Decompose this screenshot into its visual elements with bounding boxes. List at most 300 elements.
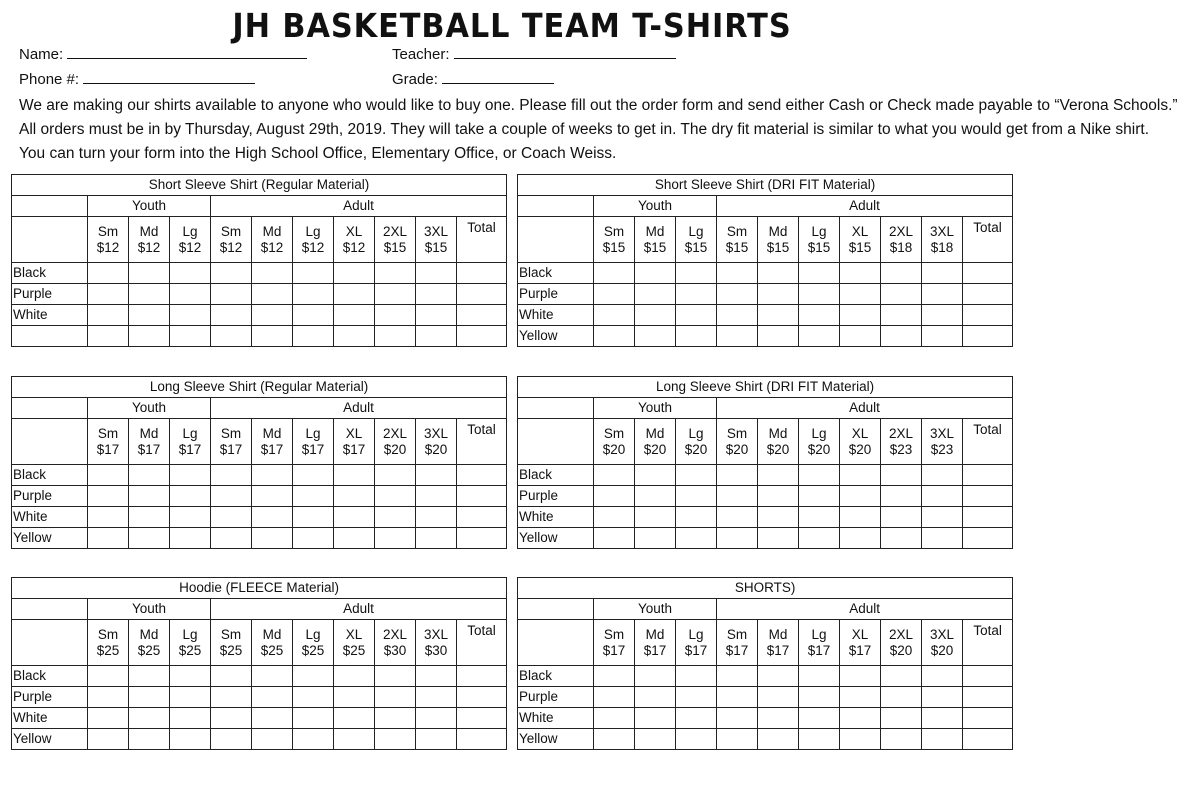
size-header (922, 217, 963, 263)
quantity-entry-cell[interactable] (676, 507, 717, 528)
quantity-entry-cell[interactable] (88, 465, 129, 486)
size-header (334, 419, 375, 465)
size-header (252, 419, 293, 465)
quantity-entry-cell[interactable] (799, 486, 840, 507)
quantity-entry-cell[interactable] (129, 486, 170, 507)
size-header (211, 620, 252, 666)
quantity-entry-cell[interactable] (922, 284, 963, 305)
quantity-entry-cell[interactable] (211, 666, 252, 687)
quantity-entry-cell[interactable] (922, 666, 963, 687)
size-label: Sm (220, 223, 242, 239)
quantity-entry-cell[interactable] (717, 465, 758, 486)
quantity-entry-cell[interactable] (717, 528, 758, 549)
quantity-entry-cell[interactable] (594, 687, 635, 708)
quantity-entry-cell[interactable] (758, 486, 799, 507)
quantity-entry-cell[interactable] (594, 528, 635, 549)
total-entry-cell[interactable] (963, 465, 1013, 486)
size-header (170, 217, 211, 263)
price-label: $20 (602, 441, 626, 457)
quantity-entry-cell[interactable] (922, 507, 963, 528)
quantity-entry-cell[interactable] (416, 326, 457, 347)
quantity-entry-cell[interactable] (799, 263, 840, 284)
price-label: $12 (260, 239, 284, 255)
size-label: Lg (811, 626, 827, 642)
quantity-entry-cell[interactable] (594, 263, 635, 284)
quantity-entry-cell[interactable] (676, 263, 717, 284)
quantity-entry-cell[interactable] (334, 708, 375, 729)
total-entry-cell[interactable] (457, 666, 507, 687)
order-table (11, 174, 507, 347)
quantity-entry-cell[interactable] (88, 666, 129, 687)
quantity-entry-cell[interactable] (799, 305, 840, 326)
total-entry-cell[interactable] (457, 263, 507, 284)
quantity-entry-cell[interactable] (635, 465, 676, 486)
quantity-entry-cell[interactable] (594, 486, 635, 507)
quantity-entry-cell[interactable] (799, 465, 840, 486)
phone-blank-line[interactable] (83, 71, 255, 84)
size-label: Md (139, 626, 159, 642)
quantity-entry-cell[interactable] (252, 687, 293, 708)
quantity-entry-cell[interactable] (211, 465, 252, 486)
total-entry-cell[interactable] (457, 326, 507, 347)
size-label: Lg (305, 223, 321, 239)
quantity-entry-cell[interactable] (594, 729, 635, 750)
size-label: Lg (688, 223, 704, 239)
total-entry-cell[interactable] (963, 729, 1013, 750)
quantity-entry-cell[interactable] (211, 687, 252, 708)
quantity-entry-cell[interactable] (293, 326, 334, 347)
size-header (758, 620, 799, 666)
quantity-entry-cell[interactable] (170, 326, 211, 347)
blank-header-cell (12, 599, 88, 620)
total-entry-cell[interactable] (963, 528, 1013, 549)
total-entry-cell[interactable] (457, 729, 507, 750)
quantity-entry-cell[interactable] (676, 326, 717, 347)
total-entry-cell[interactable] (963, 284, 1013, 305)
size-header (375, 419, 416, 465)
quantity-entry-cell[interactable] (252, 305, 293, 326)
quantity-entry-cell[interactable] (881, 284, 922, 305)
quantity-entry-cell[interactable] (717, 284, 758, 305)
quantity-entry-cell[interactable] (88, 263, 129, 284)
quantity-entry-cell[interactable] (375, 528, 416, 549)
price-label: $17 (219, 441, 243, 457)
quantity-entry-cell[interactable] (881, 263, 922, 284)
total-entry-cell[interactable] (963, 263, 1013, 284)
quantity-entry-cell[interactable] (717, 666, 758, 687)
quantity-entry-cell[interactable] (170, 305, 211, 326)
quantity-entry-cell[interactable] (799, 507, 840, 528)
quantity-entry-cell[interactable] (88, 729, 129, 750)
color-label: Purple (518, 687, 594, 708)
quantity-entry-cell[interactable] (416, 263, 457, 284)
quantity-entry-cell[interactable] (758, 729, 799, 750)
quantity-entry-cell[interactable] (676, 465, 717, 486)
total-entry-cell[interactable] (457, 528, 507, 549)
price-label: $15 (848, 239, 872, 255)
quantity-entry-cell[interactable] (676, 708, 717, 729)
quantity-entry-cell[interactable] (676, 284, 717, 305)
quantity-entry-cell[interactable] (88, 326, 129, 347)
quantity-entry-cell[interactable] (252, 666, 293, 687)
quantity-entry-cell[interactable] (758, 708, 799, 729)
total-entry-cell[interactable] (457, 305, 507, 326)
page-title: JH BASKETBALL TEAM T-SHIRTS (232, 6, 792, 45)
quantity-entry-cell[interactable] (594, 326, 635, 347)
quantity-entry-cell[interactable] (594, 708, 635, 729)
quantity-entry-cell[interactable] (635, 666, 676, 687)
total-entry-cell[interactable] (457, 465, 507, 486)
quantity-entry-cell[interactable] (717, 687, 758, 708)
quantity-entry-cell[interactable] (922, 465, 963, 486)
quantity-entry-cell[interactable] (293, 263, 334, 284)
quantity-entry-cell[interactable] (334, 729, 375, 750)
quantity-entry-cell[interactable] (717, 507, 758, 528)
quantity-entry-cell[interactable] (252, 326, 293, 347)
price-label: $12 (96, 239, 120, 255)
quantity-entry-cell[interactable] (252, 507, 293, 528)
price-label: $25 (178, 642, 202, 658)
quantity-entry-cell[interactable] (334, 284, 375, 305)
quantity-entry-cell[interactable] (170, 465, 211, 486)
quantity-entry-cell[interactable] (635, 263, 676, 284)
quantity-entry-cell[interactable] (375, 687, 416, 708)
quantity-entry-cell[interactable] (293, 305, 334, 326)
quantity-entry-cell[interactable] (840, 528, 881, 549)
quantity-entry-cell[interactable] (170, 263, 211, 284)
quantity-entry-cell[interactable] (293, 486, 334, 507)
quantity-entry-cell[interactable] (635, 486, 676, 507)
quantity-entry-cell[interactable] (293, 687, 334, 708)
color-label: Purple (12, 284, 88, 305)
quantity-entry-cell[interactable] (129, 729, 170, 750)
quantity-entry-cell[interactable] (252, 284, 293, 305)
quantity-entry-cell[interactable] (252, 263, 293, 284)
quantity-entry-cell[interactable] (881, 528, 922, 549)
quantity-entry-cell[interactable] (799, 708, 840, 729)
grade-blank-line[interactable] (442, 71, 554, 84)
quantity-entry-cell[interactable] (799, 687, 840, 708)
total-entry-cell[interactable] (457, 687, 507, 708)
quantity-entry-cell[interactable] (881, 465, 922, 486)
total-entry-cell[interactable] (457, 486, 507, 507)
quantity-entry-cell[interactable] (170, 507, 211, 528)
quantity-entry-cell[interactable] (799, 326, 840, 347)
quantity-entry-cell[interactable] (717, 486, 758, 507)
adult-header: Adult (211, 196, 507, 217)
quantity-entry-cell[interactable] (840, 305, 881, 326)
quantity-entry-cell[interactable] (758, 687, 799, 708)
quantity-entry-cell[interactable] (170, 687, 211, 708)
quantity-entry-cell[interactable] (676, 729, 717, 750)
quantity-entry-cell[interactable] (416, 708, 457, 729)
quantity-entry-cell[interactable] (881, 729, 922, 750)
quantity-entry-cell[interactable] (211, 507, 252, 528)
quantity-entry-cell[interactable] (211, 729, 252, 750)
quantity-entry-cell[interactable] (334, 326, 375, 347)
table-title: Long Sleeve Shirt (DRI FIT Material) (518, 377, 1013, 398)
quantity-entry-cell[interactable] (88, 507, 129, 528)
teacher-blank-line[interactable] (454, 46, 676, 59)
quantity-entry-cell[interactable] (293, 729, 334, 750)
quantity-entry-cell[interactable] (88, 284, 129, 305)
order-table (517, 376, 1013, 549)
quantity-entry-cell[interactable] (416, 507, 457, 528)
quantity-entry-cell[interactable] (129, 326, 170, 347)
quantity-entry-cell[interactable] (252, 486, 293, 507)
quantity-entry-cell[interactable] (799, 729, 840, 750)
size-header (88, 217, 129, 263)
quantity-entry-cell[interactable] (170, 729, 211, 750)
quantity-entry-cell[interactable] (375, 465, 416, 486)
quantity-entry-cell[interactable] (840, 263, 881, 284)
quantity-entry-cell[interactable] (293, 666, 334, 687)
quantity-entry-cell[interactable] (635, 326, 676, 347)
price-label: $15 (383, 239, 407, 255)
total-entry-cell[interactable] (963, 486, 1013, 507)
quantity-entry-cell[interactable] (594, 465, 635, 486)
quantity-entry-cell[interactable] (211, 263, 252, 284)
quantity-entry-cell[interactable] (676, 687, 717, 708)
quantity-entry-cell[interactable] (211, 528, 252, 549)
color-label (12, 326, 88, 347)
quantity-entry-cell[interactable] (334, 507, 375, 528)
quantity-entry-cell[interactable] (594, 666, 635, 687)
total-entry-cell[interactable] (963, 326, 1013, 347)
quantity-entry-cell[interactable] (129, 284, 170, 305)
quantity-entry-cell[interactable] (129, 507, 170, 528)
quantity-entry-cell[interactable] (88, 687, 129, 708)
quantity-entry-cell[interactable] (758, 528, 799, 549)
quantity-entry-cell[interactable] (252, 528, 293, 549)
quantity-entry-cell[interactable] (594, 507, 635, 528)
quantity-entry-cell[interactable] (170, 528, 211, 549)
price-label: $25 (260, 642, 284, 658)
quantity-entry-cell[interactable] (416, 465, 457, 486)
quantity-entry-cell[interactable] (840, 687, 881, 708)
quantity-entry-cell[interactable] (758, 326, 799, 347)
quantity-entry-cell[interactable] (129, 465, 170, 486)
quantity-entry-cell[interactable] (334, 486, 375, 507)
quantity-entry-cell[interactable] (717, 263, 758, 284)
quantity-entry-cell[interactable] (840, 284, 881, 305)
quantity-entry-cell[interactable] (635, 729, 676, 750)
size-header (211, 217, 252, 263)
total-entry-cell[interactable] (963, 507, 1013, 528)
quantity-entry-cell[interactable] (840, 465, 881, 486)
quantity-entry-cell[interactable] (88, 708, 129, 729)
quantity-entry-cell[interactable] (129, 666, 170, 687)
quantity-entry-cell[interactable] (799, 284, 840, 305)
quantity-entry-cell[interactable] (129, 708, 170, 729)
price-label: $20 (424, 441, 448, 457)
quantity-entry-cell[interactable] (758, 507, 799, 528)
quantity-entry-cell[interactable] (758, 465, 799, 486)
quantity-entry-cell[interactable] (758, 305, 799, 326)
quantity-entry-cell[interactable] (252, 708, 293, 729)
quantity-entry-cell[interactable] (252, 729, 293, 750)
size-label: 2XL (382, 223, 408, 239)
quantity-entry-cell[interactable] (922, 528, 963, 549)
quantity-entry-cell[interactable] (717, 708, 758, 729)
quantity-entry-cell[interactable] (881, 708, 922, 729)
quantity-entry-cell[interactable] (922, 486, 963, 507)
quantity-entry-cell[interactable] (375, 729, 416, 750)
quantity-entry-cell[interactable] (881, 507, 922, 528)
quantity-entry-cell[interactable] (635, 528, 676, 549)
quantity-entry-cell[interactable] (88, 528, 129, 549)
quantity-entry-cell[interactable] (635, 708, 676, 729)
quantity-entry-cell[interactable] (129, 528, 170, 549)
quantity-entry-cell[interactable] (758, 263, 799, 284)
quantity-entry-cell[interactable] (840, 326, 881, 347)
quantity-entry-cell[interactable] (375, 305, 416, 326)
quantity-entry-cell[interactable] (293, 465, 334, 486)
quantity-entry-cell[interactable] (881, 326, 922, 347)
quantity-entry-cell[interactable] (293, 284, 334, 305)
total-entry-cell[interactable] (457, 284, 507, 305)
size-header (375, 620, 416, 666)
quantity-entry-cell[interactable] (840, 666, 881, 687)
quantity-entry-cell[interactable] (635, 687, 676, 708)
quantity-entry-cell[interactable] (717, 326, 758, 347)
quantity-entry-cell[interactable] (211, 284, 252, 305)
quantity-entry-cell[interactable] (334, 465, 375, 486)
quantity-entry-cell[interactable] (676, 305, 717, 326)
quantity-entry-cell[interactable] (129, 687, 170, 708)
quantity-entry-cell[interactable] (922, 326, 963, 347)
teacher-label: Teacher: (392, 46, 450, 63)
quantity-entry-cell[interactable] (170, 708, 211, 729)
quantity-entry-cell[interactable] (840, 708, 881, 729)
quantity-entry-cell[interactable] (334, 263, 375, 284)
quantity-entry-cell[interactable] (594, 305, 635, 326)
quantity-entry-cell[interactable] (293, 507, 334, 528)
quantity-entry-cell[interactable] (594, 284, 635, 305)
quantity-entry-cell[interactable] (840, 486, 881, 507)
price-label: $15 (725, 239, 749, 255)
quantity-entry-cell[interactable] (129, 305, 170, 326)
quantity-entry-cell[interactable] (416, 528, 457, 549)
size-label: Sm (97, 626, 119, 642)
size-price-row (518, 620, 1013, 666)
quantity-entry-cell[interactable] (375, 708, 416, 729)
total-entry-cell[interactable] (963, 305, 1013, 326)
quantity-entry-cell[interactable] (676, 666, 717, 687)
quantity-entry-cell[interactable] (375, 507, 416, 528)
quantity-entry-cell[interactable] (840, 729, 881, 750)
quantity-entry-cell[interactable] (416, 666, 457, 687)
quantity-entry-cell[interactable] (334, 666, 375, 687)
quantity-entry-cell[interactable] (758, 284, 799, 305)
quantity-entry-cell[interactable] (334, 528, 375, 549)
quantity-entry-cell[interactable] (799, 528, 840, 549)
quantity-entry-cell[interactable] (922, 263, 963, 284)
quantity-entry-cell[interactable] (375, 666, 416, 687)
total-entry-cell[interactable] (963, 708, 1013, 729)
size-label: Lg (811, 223, 827, 239)
quantity-entry-cell[interactable] (293, 528, 334, 549)
quantity-entry-cell[interactable] (211, 305, 252, 326)
total-entry-cell[interactable] (457, 708, 507, 729)
size-label: Md (645, 223, 665, 239)
quantity-entry-cell[interactable] (88, 305, 129, 326)
quantity-entry-cell[interactable] (758, 666, 799, 687)
price-label: $25 (219, 642, 243, 658)
name-field[interactable] (19, 46, 307, 63)
price-label: $15 (766, 239, 790, 255)
size-header (881, 620, 922, 666)
quantity-entry-cell[interactable] (211, 486, 252, 507)
quantity-entry-cell[interactable] (881, 486, 922, 507)
quantity-entry-cell[interactable] (334, 305, 375, 326)
quantity-entry-cell[interactable] (881, 666, 922, 687)
quantity-entry-cell[interactable] (635, 284, 676, 305)
quantity-entry-cell[interactable] (375, 326, 416, 347)
quantity-entry-cell[interactable] (676, 486, 717, 507)
quantity-entry-cell[interactable] (129, 263, 170, 284)
quantity-entry-cell[interactable] (881, 305, 922, 326)
quantity-entry-cell[interactable] (717, 305, 758, 326)
quantity-entry-cell[interactable] (416, 486, 457, 507)
quantity-entry-cell[interactable] (635, 507, 676, 528)
youth-header: Youth (594, 599, 717, 620)
quantity-entry-cell[interactable] (840, 507, 881, 528)
quantity-entry-cell[interactable] (375, 284, 416, 305)
quantity-entry-cell[interactable] (170, 666, 211, 687)
quantity-entry-cell[interactable] (416, 305, 457, 326)
quantity-entry-cell[interactable] (293, 708, 334, 729)
color-label: Black (12, 465, 88, 486)
quantity-entry-cell[interactable] (211, 326, 252, 347)
quantity-entry-cell[interactable] (676, 528, 717, 549)
quantity-entry-cell[interactable] (922, 687, 963, 708)
quantity-entry-cell[interactable] (416, 687, 457, 708)
total-entry-cell[interactable] (963, 666, 1013, 687)
quantity-entry-cell[interactable] (88, 486, 129, 507)
quantity-entry-cell[interactable] (922, 708, 963, 729)
quantity-entry-cell[interactable] (799, 666, 840, 687)
quantity-entry-cell[interactable] (635, 305, 676, 326)
size-label: Md (262, 425, 282, 441)
quantity-entry-cell[interactable] (881, 687, 922, 708)
price-label: $18 (889, 239, 913, 255)
quantity-entry-cell[interactable] (170, 284, 211, 305)
size-label: Lg (688, 425, 704, 441)
total-entry-cell[interactable] (963, 687, 1013, 708)
color-label: Black (518, 465, 594, 486)
quantity-entry-cell[interactable] (922, 729, 963, 750)
size-label: Sm (603, 223, 625, 239)
quantity-entry-cell[interactable] (375, 486, 416, 507)
quantity-entry-cell[interactable] (717, 729, 758, 750)
quantity-entry-cell[interactable] (252, 465, 293, 486)
quantity-entry-cell[interactable] (334, 687, 375, 708)
grade-field[interactable] (392, 71, 554, 88)
price-label: $30 (424, 642, 448, 658)
quantity-entry-cell[interactable] (416, 284, 457, 305)
quantity-entry-cell[interactable] (211, 708, 252, 729)
order-row (12, 326, 507, 347)
quantity-entry-cell[interactable] (375, 263, 416, 284)
phone-field[interactable] (19, 71, 255, 88)
name-blank-line[interactable] (67, 46, 307, 59)
total-entry-cell[interactable] (457, 507, 507, 528)
quantity-entry-cell[interactable] (416, 729, 457, 750)
quantity-entry-cell[interactable] (170, 486, 211, 507)
quantity-entry-cell[interactable] (922, 305, 963, 326)
teacher-field[interactable] (392, 46, 676, 63)
